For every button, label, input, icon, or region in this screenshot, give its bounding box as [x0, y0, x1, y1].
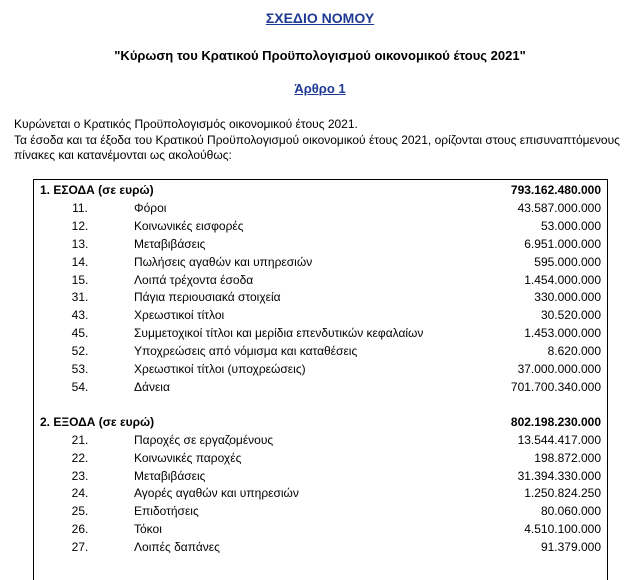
- row-amount: 595.000.000: [534, 254, 601, 269]
- row-amount: 1.454.000.000: [524, 272, 601, 287]
- row-label: Συμμετοχικοί τίτλοι και μερίδια επενδυτικών κεφαλαίων: [134, 326, 424, 341]
- row-code: 22.: [71, 450, 89, 465]
- table-row: [34, 467, 607, 485]
- row-amount: 43.587.000.000: [517, 200, 601, 215]
- row-label: Παροχές σε εργαζομένους: [134, 432, 274, 447]
- row-label: Κοινωνικές παροχές: [134, 450, 242, 465]
- row-label: Πάγια περιουσιακά στοιχεία: [134, 290, 281, 305]
- table-row: [34, 449, 607, 467]
- table-row: [34, 253, 607, 271]
- table-row: [34, 288, 607, 306]
- row-label: Μεταβιβάσεις: [134, 236, 206, 251]
- row-label: Μεταβιβάσεις: [134, 468, 206, 483]
- row-amount: 31.394.330.000: [517, 468, 601, 483]
- section-title: 2. ΕΞΟΔΑ (σε ευρώ): [40, 414, 155, 429]
- row-code: 21.: [71, 432, 89, 447]
- document-subtitle: "Κύρωση του Κρατικού Προϋπολογισμού οικονομικού έτους 2021": [114, 48, 526, 63]
- table-row: [34, 217, 607, 235]
- row-code: 54.: [71, 379, 89, 394]
- row-label: Φόροι: [134, 200, 167, 215]
- row-label: Δάνεια: [134, 379, 170, 394]
- row-code: 24.: [71, 486, 89, 501]
- row-amount: 13.544.417.000: [517, 432, 601, 447]
- table-row: [34, 324, 607, 342]
- table-row: [34, 199, 607, 217]
- row-amount: 1.453.000.000: [524, 326, 601, 341]
- row-code: 12.: [71, 218, 89, 233]
- row-code: 13.: [71, 236, 89, 251]
- row-code: 43.: [71, 308, 89, 323]
- table-row: [34, 431, 607, 449]
- table-row: [34, 502, 607, 520]
- document-title: ΣΧΕΔΙΟ ΝΟΜΟΥ: [265, 10, 375, 26]
- row-code: 26.: [71, 522, 89, 537]
- row-label: Αγορές αγαθών και υπηρεσιών: [134, 486, 299, 501]
- table-row: [34, 271, 607, 289]
- row-label: Κοινωνικές εισφορές: [134, 218, 244, 233]
- section-title: 1. ΕΣΟΔΑ (σε ευρώ): [40, 183, 154, 197]
- row-label: Πωλήσεις αγαθών και υπηρεσιών: [134, 254, 313, 269]
- table-row: [34, 235, 607, 253]
- row-code: 23.: [71, 468, 89, 483]
- row-code: 45.: [71, 326, 89, 341]
- section-total: 793.162.480.000: [510, 183, 601, 197]
- row-amount: 4.510.100.000: [524, 522, 601, 537]
- row-code: 14.: [71, 254, 89, 269]
- revenue-header-row: [34, 181, 607, 199]
- row-amount: 91.379.000: [540, 540, 601, 555]
- row-amount: 6.951.000.000: [524, 236, 601, 251]
- row-label: Τόκοι: [134, 522, 162, 537]
- row-code: 27.: [71, 540, 89, 555]
- table-row: [34, 378, 607, 396]
- row-amount: 80.060.000: [540, 504, 601, 519]
- table-row: [34, 484, 607, 502]
- intro-paragraph-2: Τα έσοδα και τα έξοδα του Κρατικού Προϋπολογισμού οικονομικού έτους 2021, ορίζονται στους επισυναπτόμενους πίνακες και κατανέμονται ως ακολούθως:: [14, 133, 620, 162]
- intro-paragraph-1: Κυρώνεται ο Κρατικός Προϋπολογισμός οικονομικού έτους 2021.: [14, 117, 358, 131]
- row-code: 25.: [71, 504, 89, 519]
- row-code: 31.: [71, 290, 89, 305]
- table-row: [34, 360, 607, 378]
- row-label: Λοιπές δαπάνες: [134, 540, 220, 555]
- article-heading: Άρθρο 1: [294, 81, 346, 96]
- row-label: Χρεωστικοί τίτλοι: [134, 308, 225, 323]
- row-amount: 37.000.000.000: [517, 362, 601, 376]
- row-label: Επιδοτήσεις: [134, 504, 199, 519]
- row-amount: 53.000.000: [540, 218, 601, 233]
- table-row: [34, 520, 607, 538]
- row-code: 53.: [71, 362, 89, 376]
- row-amount: 701.700.340.000: [510, 379, 601, 394]
- row-amount: 1.250.824.250: [524, 486, 601, 501]
- row-code: 11.: [72, 200, 88, 215]
- section-total: 802.198.230.000: [510, 414, 601, 429]
- table-row: [34, 306, 607, 324]
- row-amount: 198.872.000: [534, 450, 601, 465]
- row-amount: 8.620.000: [547, 344, 601, 359]
- row-code: 52.: [71, 344, 89, 359]
- row-amount: 30.520.000: [540, 308, 601, 323]
- row-code: 15.: [71, 272, 89, 287]
- table-row: [34, 342, 607, 360]
- budget-table: [33, 179, 608, 580]
- table-row: [34, 538, 607, 556]
- row-label: Λοιπά τρέχοντα έσοδα: [134, 272, 254, 287]
- row-label: Χρεωστικοί τίτλοι (υποχρεώσεις): [134, 362, 306, 376]
- row-label: Υποχρεώσεις από νόμισμα και καταθέσεις: [134, 344, 358, 359]
- expenses-header-row: [34, 413, 607, 431]
- row-amount: 330.000.000: [534, 290, 601, 305]
